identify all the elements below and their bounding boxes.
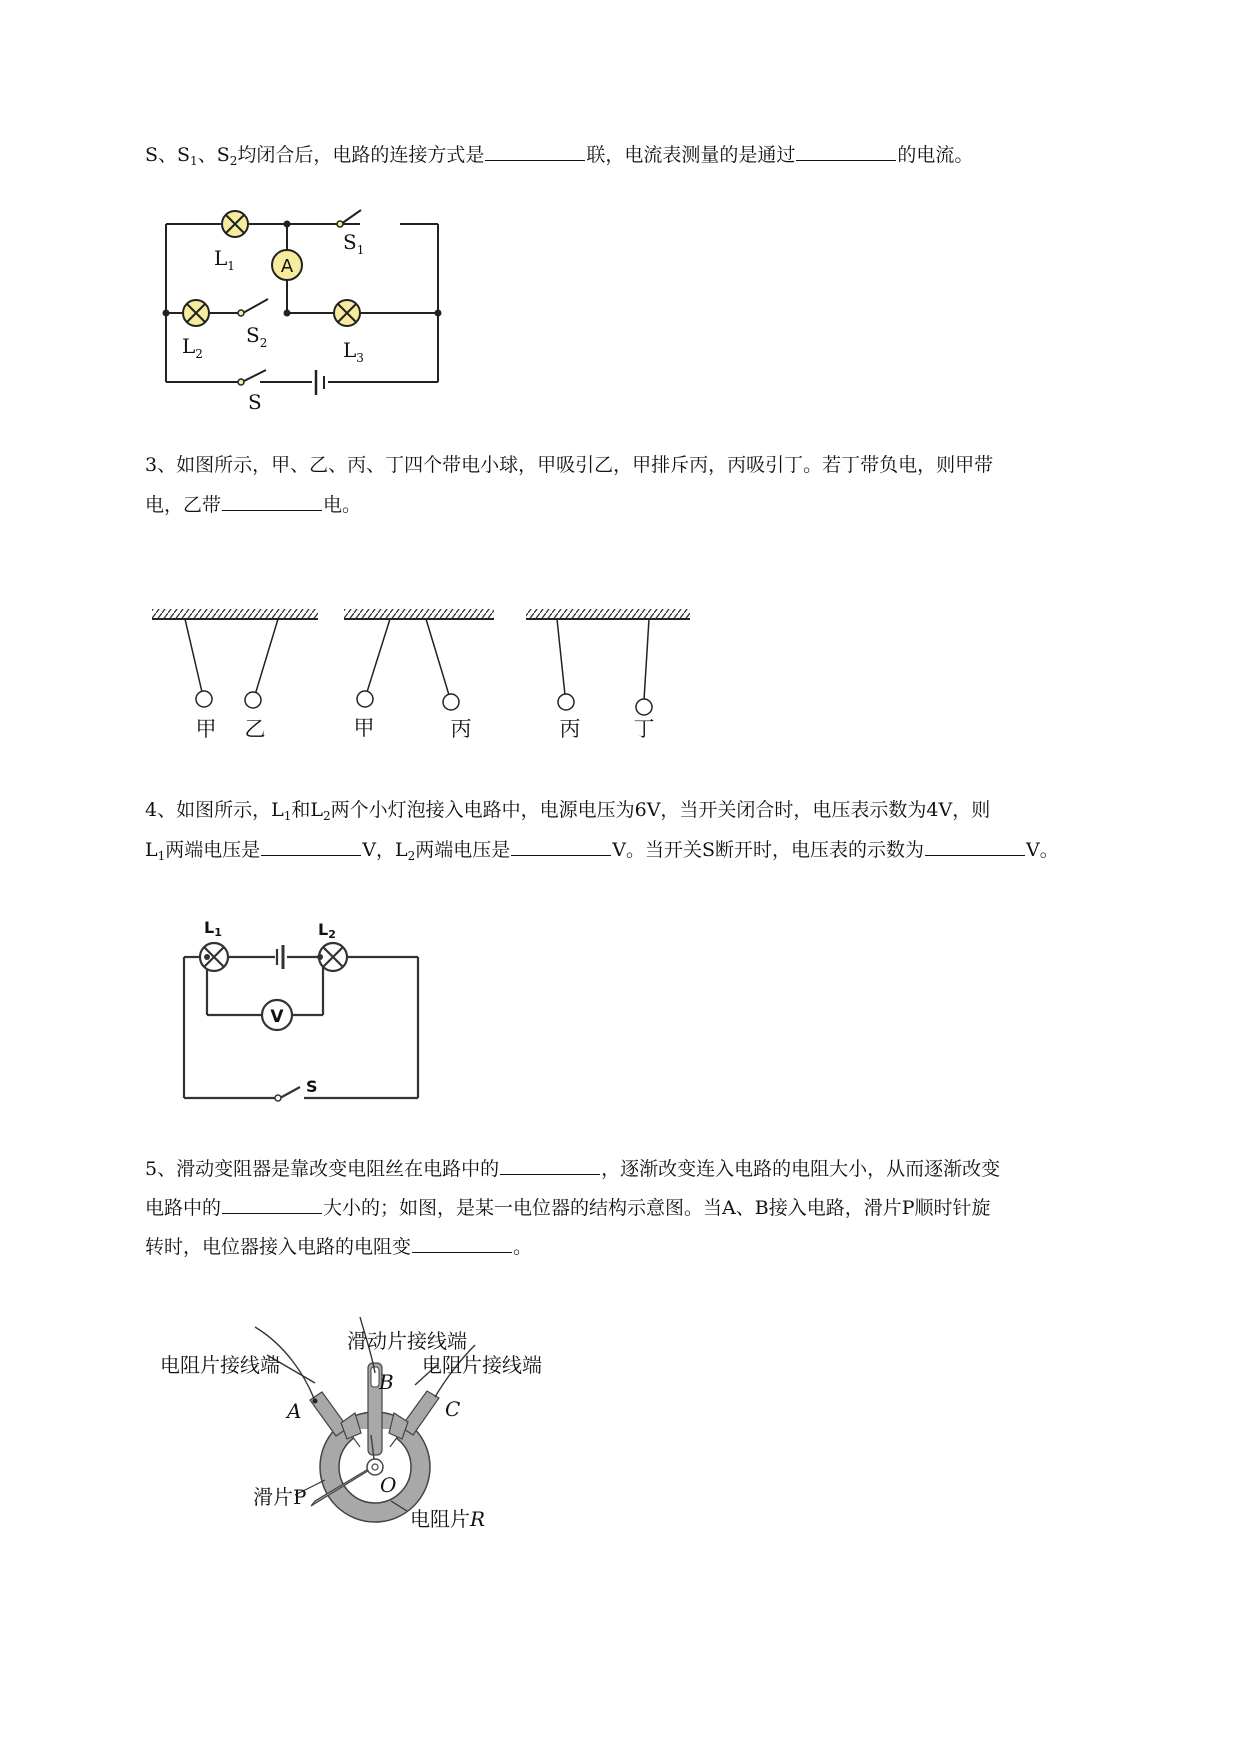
q4-seg: V。 xyxy=(1026,839,1059,861)
q4-sub: 2 xyxy=(407,849,416,863)
label-A: A xyxy=(287,1399,302,1423)
q4-seg: 和L xyxy=(291,799,323,821)
ball-yi-icon xyxy=(245,692,261,708)
answer-blank[interactable] xyxy=(925,835,1025,856)
label-O: O xyxy=(380,1473,397,1497)
q5-line-3 xyxy=(145,1232,532,1261)
q2-seg: 联，电流表测量的是通过 xyxy=(586,144,796,166)
ammeter-icon xyxy=(272,250,302,280)
ball-jia-icon xyxy=(196,691,212,707)
junction-dot xyxy=(284,221,291,228)
label-bing: 丙 xyxy=(559,717,581,741)
label-jia: 甲 xyxy=(195,717,217,741)
voltmeter-label: V xyxy=(270,1007,284,1027)
label-L2: $L_2$ xyxy=(182,334,203,361)
junction-dot xyxy=(163,310,170,317)
ball-bing-icon xyxy=(558,694,574,710)
q3-line-2 xyxy=(145,490,361,519)
label-L1: $L_1$ xyxy=(214,246,235,273)
q2-text xyxy=(145,140,973,175)
q2-seg: 的电流。 xyxy=(897,144,974,166)
q5-seg: 电路中的 xyxy=(145,1197,222,1219)
junction-dot xyxy=(317,954,323,960)
q5-line-2 xyxy=(145,1193,991,1222)
switch-contact-icon xyxy=(238,310,244,316)
q5-seg: 转时，电位器接入电路的电阻变 xyxy=(145,1236,412,1258)
q4-line-2 xyxy=(145,835,1059,870)
q3-line-1: 3、如图所示，甲、乙、丙、丁四个带电小球，甲吸引乙，甲排斥丙，丙吸引丁。若丁带负电，则甲带 xyxy=(145,454,994,476)
q3-seg: 电，乙带 xyxy=(145,494,222,516)
lamp-L1-icon xyxy=(222,211,248,237)
answer-blank[interactable] xyxy=(261,835,361,856)
label-L3: $L_3$ xyxy=(343,338,364,365)
q2-sub: 1 xyxy=(190,154,198,168)
label-slider-P: 滑片P xyxy=(253,1485,307,1509)
answer-blank[interactable] xyxy=(222,490,322,511)
q4-sub: 2 xyxy=(322,809,331,823)
q2-seg: 、S xyxy=(197,144,230,166)
label-S2: $S_2$ xyxy=(246,323,268,350)
junction-dot xyxy=(435,310,442,317)
label-bing: 丙 xyxy=(450,717,472,741)
ceiling-hatch xyxy=(344,609,494,619)
lamp-L3-icon xyxy=(334,300,360,326)
answer-blank[interactable] xyxy=(796,140,896,161)
label-ding: 丁 xyxy=(633,717,655,741)
answer-blank[interactable] xyxy=(412,1232,512,1253)
q5-line-1 xyxy=(145,1154,1000,1183)
voltmeter-icon xyxy=(262,1000,292,1030)
q4-sub: 1 xyxy=(157,849,166,863)
q4-sub: 1 xyxy=(283,809,292,823)
q5-seg: 。 xyxy=(513,1236,533,1258)
q4-seg: L xyxy=(145,839,158,861)
switch-contact-icon xyxy=(238,379,244,385)
answer-blank[interactable] xyxy=(485,140,585,161)
label-S1: $S_1$ xyxy=(343,230,365,257)
label-B: B xyxy=(379,1370,394,1394)
q2-seg: 均闭合后，电路的连接方式是 xyxy=(237,144,485,166)
label-yi: 乙 xyxy=(244,717,266,741)
junction-dot xyxy=(284,310,291,317)
answer-blank[interactable] xyxy=(222,1193,322,1214)
answer-blank[interactable] xyxy=(500,1154,600,1175)
terminal-C-icon xyxy=(389,1391,439,1439)
ball-jia-icon xyxy=(357,691,373,707)
q2-seg: S、S xyxy=(145,144,191,166)
q4-line-1 xyxy=(145,796,990,830)
ammeter-label: A xyxy=(280,256,294,277)
q4-seg: 4、如图所示，L xyxy=(145,799,284,821)
q4-seg: V。当开关S断开时，电压表的示数为 xyxy=(612,839,925,861)
ball-ding-icon xyxy=(636,699,652,715)
label-left-terminal: 电阻片接线端 xyxy=(160,1353,280,1377)
label-jia: 甲 xyxy=(353,716,375,740)
q4-circuit-diagram xyxy=(178,915,428,1110)
label-S: S xyxy=(248,390,262,414)
ceiling-hatch xyxy=(152,609,318,619)
q4-seg: 两个小灯泡接入电路中，电源电压为6V，当开关闭合时，电压表示数为4V，则 xyxy=(330,799,991,821)
q4-seg: 两端电压是 xyxy=(415,839,511,861)
lamp-L2-icon xyxy=(319,943,347,971)
q5-potentiometer-diagram xyxy=(160,1305,595,1550)
label-resistor: 电阻片R xyxy=(410,1507,486,1531)
label-right-terminal: 电阻片接线端 xyxy=(422,1353,542,1377)
q2-circuit-diagram xyxy=(160,205,460,420)
junction-dot xyxy=(204,954,210,960)
q4-seg: V，L xyxy=(362,839,408,861)
q4-seg: 两端电压是 xyxy=(165,839,261,861)
switch-contact-icon xyxy=(337,221,343,227)
q2-sub: 2 xyxy=(229,154,238,168)
q5-seg: 大小的；如图，是某一电位器的结构示意图。当A、B接入电路，滑片P顺时针旋 xyxy=(323,1197,991,1219)
switch-contact-icon xyxy=(275,1095,281,1101)
q5-seg: ，逐渐改变连入电路的电阻大小，从而逐渐改变 xyxy=(601,1158,1001,1180)
label-S: S xyxy=(306,1077,318,1096)
ceiling-hatch xyxy=(526,609,690,619)
lamp-L2-icon xyxy=(183,300,209,326)
label-slider-terminal: 滑动片接线端 xyxy=(347,1329,467,1353)
label-L1: L1 xyxy=(204,918,222,939)
q3-charged-balls-diagram xyxy=(150,605,695,745)
terminal-A-icon xyxy=(310,1392,361,1439)
q3-seg: 电。 xyxy=(323,494,362,516)
answer-blank[interactable] xyxy=(511,835,611,856)
label-C: C xyxy=(445,1397,461,1421)
label-L2: L2 xyxy=(318,920,336,941)
q5-seg: 5、滑动变阻器是靠改变电阻丝在电路中的 xyxy=(145,1158,500,1180)
ball-bing-icon xyxy=(443,694,459,710)
